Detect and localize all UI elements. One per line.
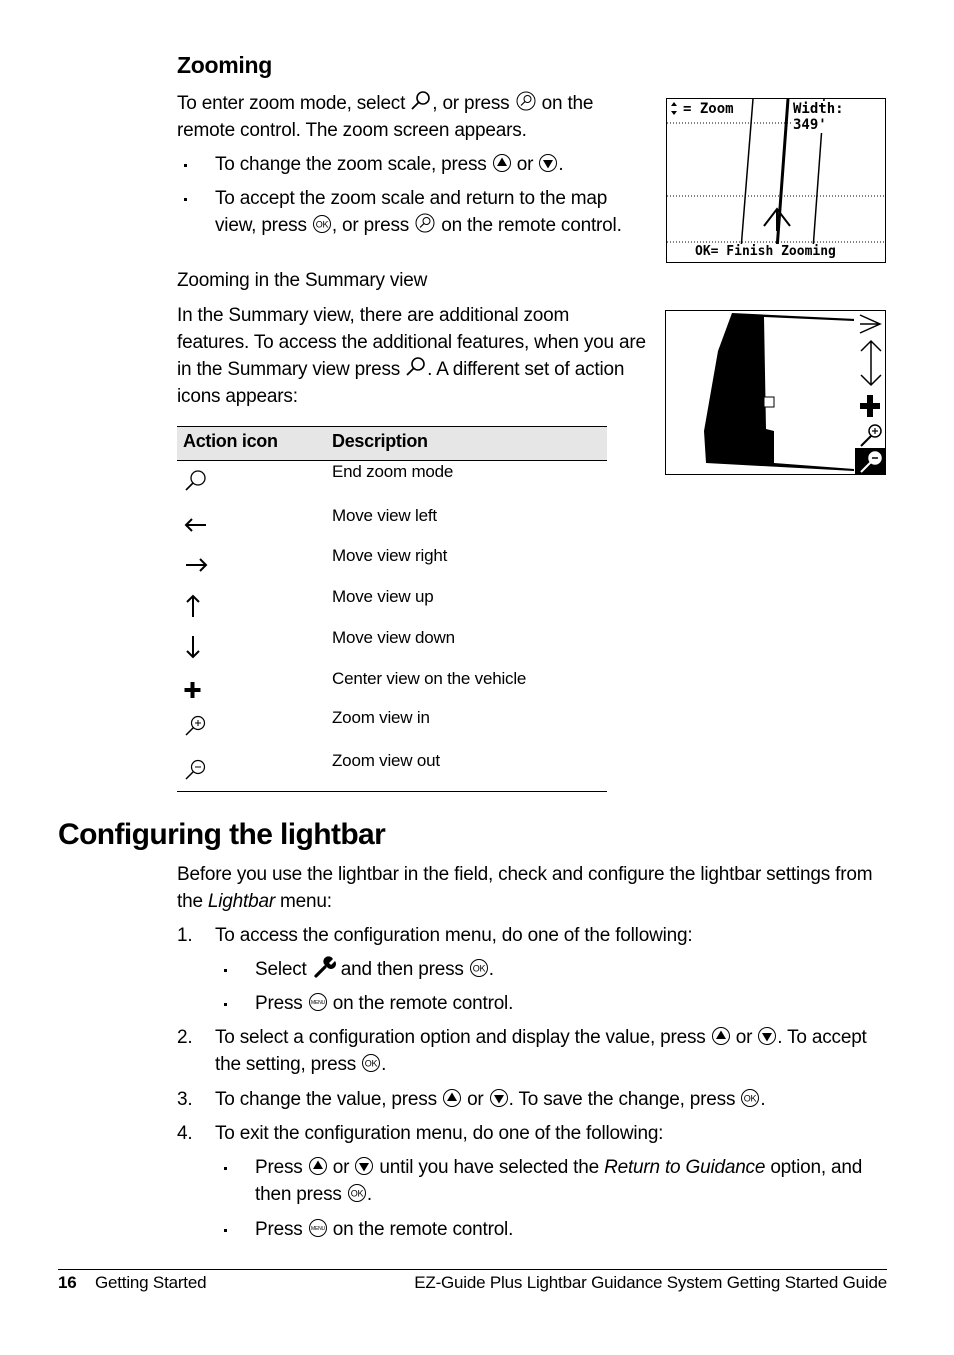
table-row: [177, 628, 607, 664]
row-description: Zoom view out: [332, 751, 440, 770]
summary-subheading: Zooming in the Summary view: [177, 270, 428, 291]
step-number: 4.: [177, 1123, 193, 1144]
bullet: [224, 1229, 227, 1232]
text: and then press: [335, 959, 469, 980]
footer-rule: [58, 1269, 887, 1270]
down-button-icon: [354, 1156, 374, 1176]
text: in the Summary view press: [177, 359, 406, 380]
zooming-heading: Zooming: [177, 52, 272, 78]
remote-zoom-icon: [515, 90, 537, 112]
up-button-icon: [442, 1088, 462, 1108]
down-button-icon: [757, 1026, 777, 1046]
footer-section: Getting Started: [95, 1273, 207, 1292]
table-row: [177, 587, 607, 623]
text: .: [558, 154, 564, 175]
text: . To save the change, press: [508, 1089, 741, 1110]
table-bottom-rule: [177, 791, 607, 792]
step-2: [215, 1024, 895, 1078]
magnifier-icon: [405, 356, 427, 378]
up-button-icon: [711, 1026, 731, 1046]
ok-button-icon: [347, 1183, 367, 1203]
svg-text:OK: OK: [315, 219, 329, 230]
row-description: Move view right: [332, 546, 448, 565]
summary-screen-graphic: [666, 311, 885, 474]
summary-screen-illustration: [665, 310, 886, 475]
text: features. To access the additional features, when you are: [177, 332, 646, 353]
arrow-left-icon: [183, 512, 209, 538]
step-number: 3.: [177, 1089, 193, 1110]
table-row: [177, 751, 607, 787]
table-row: [177, 546, 607, 582]
down-button-icon: [489, 1088, 509, 1108]
svg-text:MENU: MENU: [310, 1226, 325, 1232]
text: on the remote control.: [436, 215, 622, 236]
menu-button-icon: [308, 1218, 328, 1238]
page-number: 16: [58, 1273, 77, 1292]
text: Before you use the lightbar in the field, check and configure the lightbar settings from: [177, 864, 873, 885]
text: Press: [255, 1219, 308, 1240]
bullet: [224, 1003, 227, 1006]
step-1-bullet-1: [255, 956, 494, 983]
text: or: [461, 1089, 489, 1110]
svg-text:OK: OK: [744, 1093, 757, 1104]
text: on the remote control.: [327, 993, 514, 1014]
step-4-bullet-1: [255, 1154, 895, 1208]
down-button-icon: [538, 153, 558, 173]
plus-icon: [183, 675, 209, 701]
text: . A different set of action: [427, 359, 625, 380]
step-number: 1.: [177, 925, 193, 946]
text: the setting, press: [215, 1054, 362, 1075]
footer-title: EZ-Guide Plus Lightbar Guidance System Getting Started Guide: [414, 1273, 887, 1292]
step-4: To exit the configuration menu, do one of the following:: [215, 1123, 664, 1144]
table-row: [177, 506, 607, 542]
text: or: [327, 1157, 355, 1178]
text: To change the zoom scale, press: [215, 154, 492, 175]
magnifier-icon: [183, 468, 209, 494]
row-description: Center view on the vehicle: [332, 669, 527, 688]
option-name: Return to Guidance: [604, 1157, 766, 1178]
zoom-screen-illustration: [666, 98, 886, 263]
table-row: [177, 669, 607, 705]
table-row: [177, 708, 607, 744]
row-description: Move view down: [332, 628, 455, 647]
text: To select a configuration option and display the value, press: [215, 1027, 711, 1048]
text: view, press: [215, 215, 312, 236]
text: To accept the zoom scale and return to the map: [215, 188, 608, 209]
step-number: 2.: [177, 1027, 193, 1048]
zoom-bullet-2: [215, 185, 645, 239]
row-description: Move view up: [332, 587, 434, 606]
summary-paragraph: [177, 302, 652, 410]
magnifier-icon: [410, 90, 432, 112]
svg-text:MENU: MENU: [310, 1000, 325, 1006]
text: Press: [255, 993, 308, 1014]
zoom-screen-width-label: Width: 349': [793, 101, 885, 133]
text: or: [511, 154, 539, 175]
text: then press: [255, 1184, 347, 1205]
zoom-in-icon: [183, 714, 209, 740]
up-button-icon: [492, 153, 512, 173]
table-row: [177, 462, 607, 498]
ok-button-icon: [740, 1088, 760, 1108]
text: icons appears:: [177, 386, 298, 407]
text: Press: [255, 1157, 308, 1178]
text: on the: [536, 93, 594, 114]
config-heading: Configuring the lightbar: [58, 818, 386, 851]
text: , or press: [331, 215, 415, 236]
text: menu:: [274, 891, 332, 912]
zoom-screen-ok-label: OK= Finish Zooming: [695, 244, 836, 259]
text: .: [381, 1054, 387, 1075]
zoom-bullet-1: [215, 151, 635, 178]
text: the: [177, 891, 208, 912]
up-button-icon: [308, 1156, 328, 1176]
text: , or press: [432, 93, 515, 114]
bullet: [224, 969, 227, 972]
config-intro: [177, 861, 892, 915]
text: option, and: [765, 1157, 863, 1178]
text: Select: [255, 959, 312, 980]
menu-name: Lightbar: [207, 891, 275, 912]
step-4-bullet-2: [255, 1216, 513, 1243]
bullet: [184, 164, 187, 167]
remote-zoom-icon: [414, 212, 436, 234]
col-header-action-icon: Action icon: [183, 431, 278, 451]
col-header-description: Description: [332, 431, 428, 451]
bullet: [224, 1167, 227, 1170]
zoom-screen-zoom-label: = Zoom: [683, 101, 734, 117]
zooming-intro: [177, 90, 647, 144]
table-header: [177, 426, 607, 461]
ok-button-icon: [312, 214, 332, 234]
text: .: [760, 1089, 766, 1110]
arrow-right-icon: [183, 552, 209, 578]
step-3: [215, 1086, 765, 1113]
svg-text:OK: OK: [472, 963, 486, 974]
svg-text:OK: OK: [350, 1188, 364, 1199]
row-description: Zoom view in: [332, 708, 430, 727]
svg-text:OK: OK: [364, 1058, 378, 1069]
arrow-up-icon: [183, 593, 209, 619]
ok-button-icon: [361, 1053, 381, 1073]
step-1: To access the configuration menu, do one of the following:: [215, 925, 693, 946]
ok-button-icon: [469, 958, 489, 978]
step-1-bullet-2: [255, 990, 513, 1017]
text: .: [488, 959, 494, 980]
menu-button-icon: [308, 992, 328, 1012]
text: . To accept: [777, 1027, 867, 1048]
text: .: [366, 1184, 372, 1205]
wrench-icon: [312, 956, 336, 978]
text: remote control. The zoom screen appears.: [177, 120, 527, 141]
text: In the Summary view, there are additional zoom: [177, 305, 570, 326]
bullet: [184, 198, 187, 201]
row-description: End zoom mode: [332, 462, 454, 481]
arrow-down-icon: [183, 634, 209, 660]
text: To enter zoom mode, select: [177, 93, 411, 114]
row-description: Move view left: [332, 506, 437, 525]
text: To change the value, press: [215, 1089, 442, 1110]
text: on the remote control.: [327, 1219, 514, 1240]
zoom-out-icon: [183, 757, 209, 783]
text: or: [730, 1027, 758, 1048]
text: until you have selected the: [374, 1157, 605, 1178]
